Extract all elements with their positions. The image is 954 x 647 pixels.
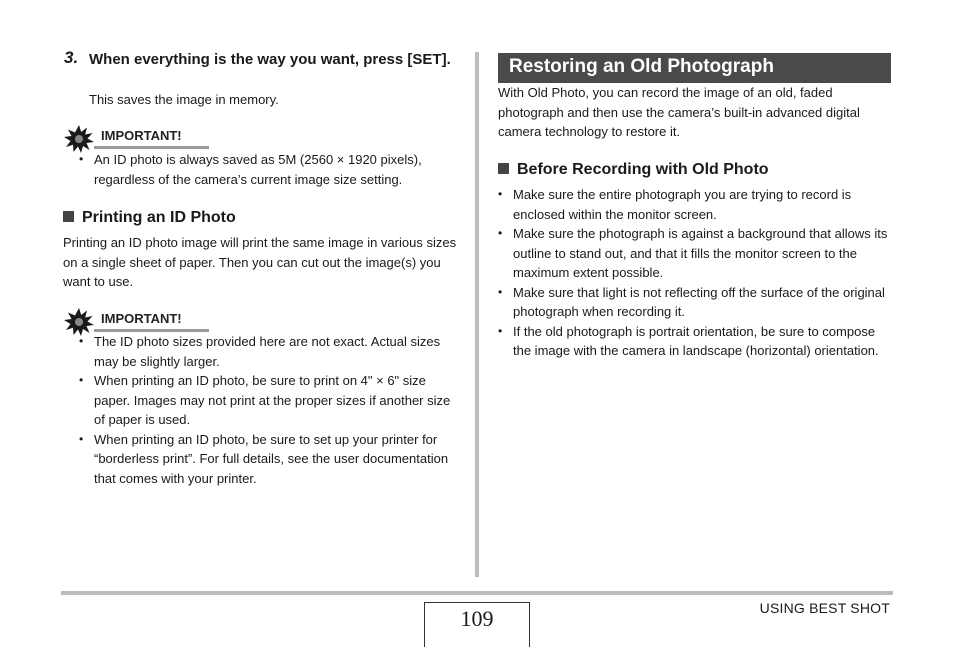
section-heading	[63, 208, 236, 228]
step-title: When everything is the way you want, press [SET].	[89, 51, 451, 68]
important-rule	[94, 146, 209, 149]
column-divider	[475, 52, 479, 577]
footer-section-label: USING BEST SHOT	[759, 600, 890, 616]
step-number: 3.	[64, 48, 79, 67]
step-note: This saves the image in memory.	[89, 92, 279, 107]
list-item: • Make sure the photograph is against a background that allows its outline to stand out, and that it fills the monitor screen to the maximum extent possible.	[482, 224, 892, 283]
list-item: • When printing an ID photo, be sure to print on 4" × 6" size paper. Images may not print at the proper sizes if another size of paper is used.	[63, 371, 463, 430]
footer-rule	[61, 591, 893, 595]
starburst-icon	[64, 125, 94, 153]
important-header	[64, 125, 209, 153]
section-paragraph: Printing an ID photo image will print the same image in various sizes on a single sheet of paper. Then you can cut out the image(s) you want to use.	[63, 235, 457, 289]
list-item: • Make sure the entire photograph you are trying to record is enclosed within the monitor screen.	[482, 185, 892, 224]
important-list	[63, 150, 463, 189]
list-item: • When printing an ID photo, be sure to set up your printer for “borderless print”. For full details, see the user documentation that comes with your printer.	[63, 430, 463, 489]
intro-paragraph: With Old Photo, you can record the image of an old, faded photograph and then use the camera’s built-in advanced digital camera technology to restore it.	[498, 85, 860, 139]
list-item: • Make sure that light is not reflecting off the surface of the original photograph when recording it.	[482, 283, 892, 322]
square-bullet-icon	[63, 211, 74, 222]
important-label: IMPORTANT!	[101, 311, 182, 326]
list-item: • The ID photo sizes provided here are not exact. Actual sizes may be slightly larger.	[63, 332, 463, 371]
important-list	[63, 332, 463, 488]
section-heading	[498, 160, 769, 180]
checklist	[482, 185, 892, 361]
section-heading-text: Before Recording with Old Photo	[517, 161, 769, 178]
section-title-bar	[498, 53, 891, 83]
list-item: • If the old photograph is portrait orientation, be sure to compose the image with the camera in landscape (horizontal) orientation.	[482, 322, 892, 361]
page-title: Restoring an Old Photograph	[509, 56, 774, 77]
important-label: IMPORTANT!	[101, 128, 182, 143]
square-bullet-icon	[498, 163, 509, 174]
page-number: 109	[460, 606, 494, 631]
list-item: • An ID photo is always saved as 5M (2560 × 1920 pixels), regardless of the camera’s current image size setting.	[63, 150, 463, 189]
section-heading-text: Printing an ID Photo	[82, 209, 236, 226]
